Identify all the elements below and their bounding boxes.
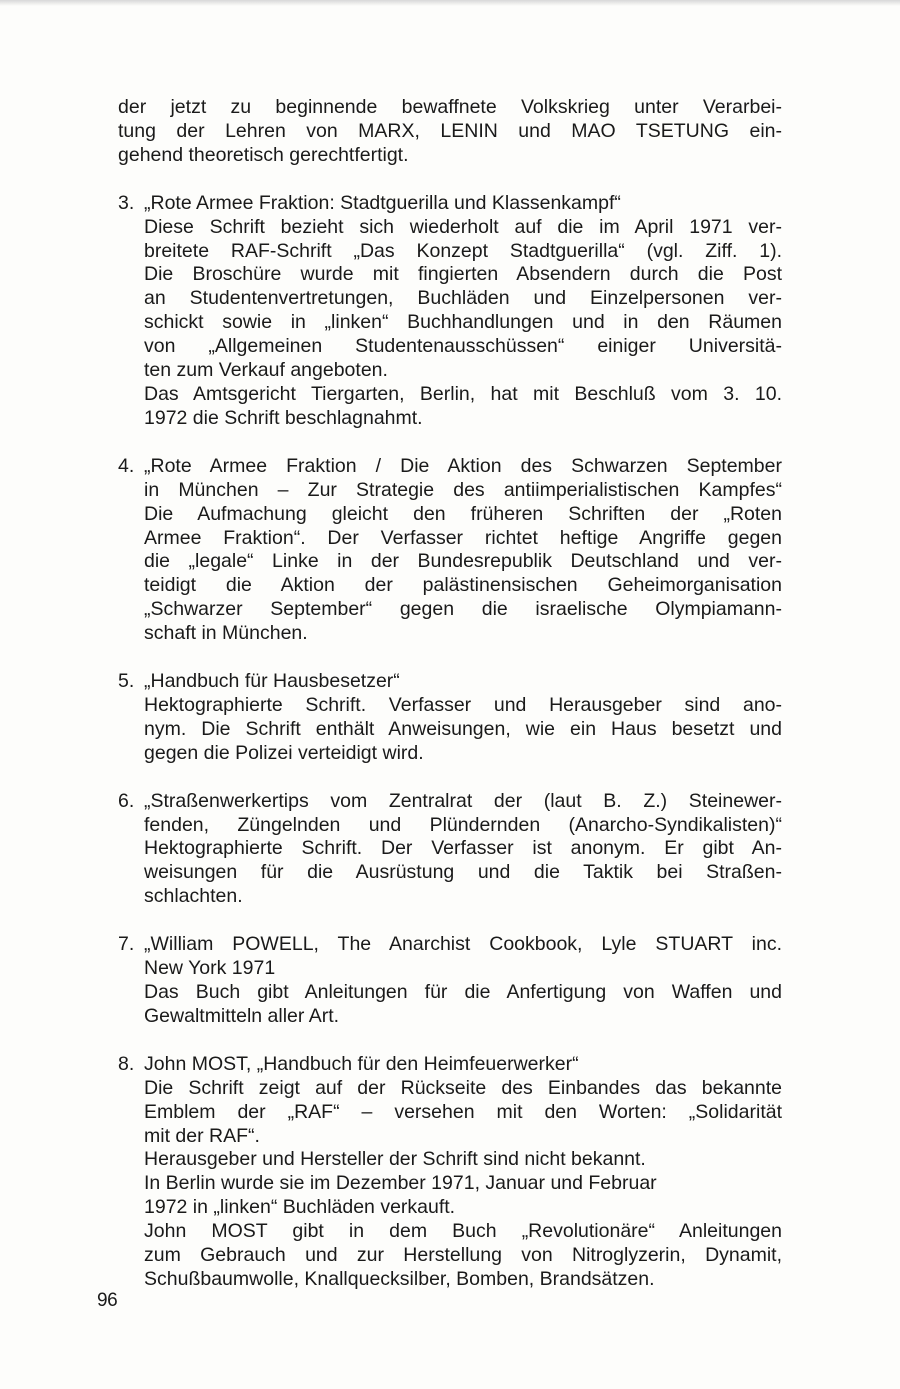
item-title: „Handbuch für Hausbesetzer“ bbox=[144, 670, 400, 693]
text-line: ten zum Verkauf angeboten. bbox=[144, 359, 388, 382]
text-line: weisungen für die Ausrüstung und die Taktik bei Straßen- bbox=[144, 861, 782, 884]
text-line: nym. Die Schrift enthält Anweisungen, wie ein Haus besetzt und bbox=[144, 717, 782, 740]
list-item-6 bbox=[118, 790, 782, 910]
text-line: breitete RAF-Schrift „Das Konzept Stadtguerilla“ (vgl. Ziff. 1). bbox=[144, 239, 782, 262]
text-line: 1972 in „linken“ Buchläden verkauft. bbox=[144, 1196, 456, 1219]
text-line: Die Schrift zeigt auf der Rückseite des Einbandes das bekannte bbox=[144, 1076, 782, 1099]
text-line: Armee Fraktion“. Der Verfasser richtet heftige Angriffe gegen bbox=[144, 526, 782, 549]
text-line: Hektographierte Schrift. Verfasser und Herausgeber sind ano- bbox=[144, 693, 782, 716]
text-line: teidigt die Aktion der palästinensischen Geheimorganisation bbox=[144, 574, 782, 597]
text-line: Hektographierte Schrift. Der Verfasser ist anonym. Er gibt An- bbox=[144, 837, 782, 860]
text-line: Die Broschüre wurde mit fingierten Absendern durch die Post bbox=[144, 263, 782, 286]
list-item-3 bbox=[118, 192, 782, 431]
text-line: Das Amtsgericht Tiergarten, Berlin, hat mit Beschluß vom 3. 10. bbox=[144, 382, 782, 405]
item-number: 7. bbox=[118, 933, 135, 956]
text-line: „Schwarzer September“ gegen die israelische Olympiamann- bbox=[144, 598, 782, 621]
list-item-7 bbox=[118, 933, 782, 1029]
text-line: an Studentenvertretungen, Buchläden und Einzelpersonen ver- bbox=[144, 287, 782, 310]
list-item-4 bbox=[118, 455, 782, 646]
item-number: 5. bbox=[118, 670, 135, 693]
page-text bbox=[118, 96, 782, 1292]
item-title: in München – Zur Strategie des antiimperialistischen Kampfes“ bbox=[144, 478, 782, 501]
text-line: gegen die Polizei verteidigt wird. bbox=[144, 741, 424, 764]
text-line: von „Allgemeinen Studentenausschüssen“ einiger Universitä- bbox=[144, 335, 782, 358]
page-top-edge bbox=[0, 0, 900, 6]
page-number: 96 bbox=[97, 1290, 118, 1311]
text-line: 1972 die Schrift beschlagnahmt. bbox=[144, 406, 423, 429]
intro-paragraph bbox=[118, 96, 782, 168]
text-line: Herausgeber und Hersteller der Schrift sind nicht bekannt. bbox=[144, 1148, 646, 1171]
paragraph-gap bbox=[118, 646, 782, 670]
paragraph-gap bbox=[118, 168, 782, 192]
text-line: Das Buch gibt Anleitungen für die Anfertigung von Waffen und bbox=[144, 981, 782, 1003]
item-title: New York 1971 bbox=[144, 957, 276, 980]
item-title: „Rote Armee Fraktion / Die Aktion des Schwarzen September bbox=[144, 454, 782, 477]
text-line: schlachten. bbox=[144, 885, 243, 908]
text-line: Gewaltmitteln aller Art. bbox=[144, 1004, 340, 1027]
text-line: tung der Lehren von MARX, LENIN und MAO TSETUNG ein- bbox=[118, 119, 782, 142]
item-number: 4. bbox=[118, 454, 135, 477]
paragraph-gap bbox=[118, 766, 782, 790]
text-line: Diese Schrift bezieht sich wiederholt auf die im April 1971 ver- bbox=[144, 215, 782, 238]
item-number: 3. bbox=[118, 191, 135, 214]
text-line: John MOST gibt in dem Buch „Revolutionäre“ Anleitungen bbox=[144, 1220, 782, 1243]
list-item-5 bbox=[118, 670, 782, 766]
item-title: „Rote Armee Fraktion: Stadtguerilla und Klassenkampf“ bbox=[144, 191, 621, 214]
text-line: zum Gebrauch und zur Herstellung von Nitroglyzerin, Dynamit, bbox=[144, 1244, 782, 1267]
text-line: schickt sowie in „linken“ Buchhandlungen und in den Räumen bbox=[144, 311, 782, 334]
paragraph-gap bbox=[118, 431, 782, 455]
text-line: die „legale“ Linke in der Bundesrepublik Deutschland und ver- bbox=[144, 550, 782, 573]
item-number: 6. bbox=[118, 789, 135, 812]
item-title: „Straßenwerkertips vom Zentralrat der (laut B. Z.) Steinewer- bbox=[144, 789, 782, 812]
text-line: der jetzt zu beginnende bewaffnete Volkskrieg unter Verarbei- bbox=[118, 96, 782, 118]
text-line: mit der RAF“. bbox=[144, 1124, 260, 1147]
paragraph-gap bbox=[118, 1029, 782, 1053]
text-line: In Berlin wurde sie im Dezember 1971, Januar und Februar bbox=[144, 1172, 657, 1195]
text-line: schaft in München. bbox=[144, 622, 308, 645]
text-line: gehend theoretisch gerechtfertigt. bbox=[118, 143, 409, 166]
text-line: Die Aufmachung gleicht den früheren Schriften der „Roten bbox=[144, 502, 782, 525]
text-line: Schußbaumwolle, Knallquecksilber, Bomben, Brandsätzen. bbox=[144, 1267, 655, 1290]
item-title: „William POWELL, The Anarchist Cookbook, Lyle STUART inc. bbox=[144, 933, 782, 956]
item-title: John MOST, „Handbuch für den Heimfeuerwerker“ bbox=[144, 1052, 579, 1075]
item-title: fenden, Züngelnden und Plündernden (Anarcho-Syndikalisten)“ bbox=[144, 813, 782, 836]
text-line: Emblem der „RAF“ – versehen mit den Worten: „Solidarität bbox=[144, 1100, 782, 1123]
paragraph-gap bbox=[118, 909, 782, 933]
list-item-8 bbox=[118, 1053, 782, 1292]
item-number: 8. bbox=[118, 1052, 135, 1075]
